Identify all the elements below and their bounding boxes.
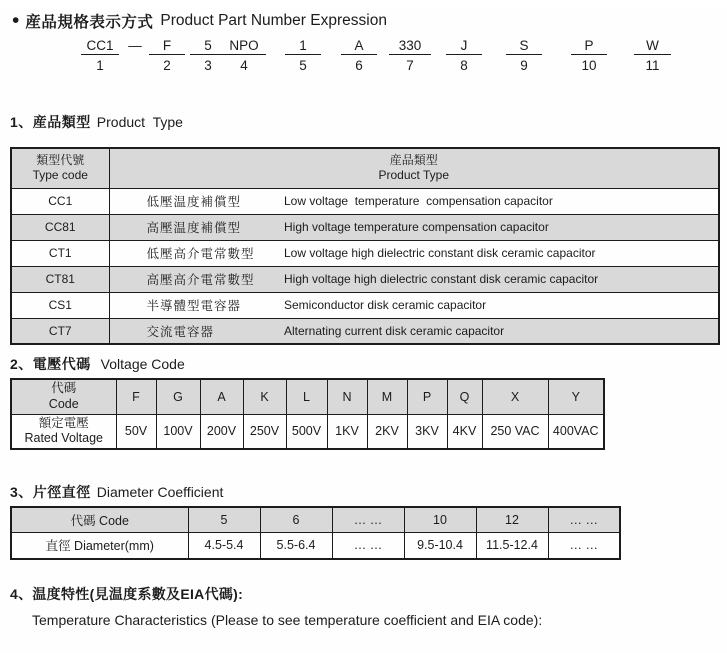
part-number-code: NPO [222,38,266,55]
part-number-code: 1 [285,38,321,55]
document-page [0,10,727,653]
product-type-header-en: Product Type [378,168,449,183]
voltage-code-cell: M [367,379,407,414]
part-number-segment-3 [190,38,226,73]
product-type-table [10,147,720,345]
part-number-index: 8 [460,58,468,73]
part-number-segment-6 [341,38,377,73]
part-number-code: S [506,38,542,55]
section-heading-product-type [10,112,727,132]
part-number-dash: — [128,38,142,53]
product-type-column-header [109,148,719,188]
type-name-zh-cell: 低壓高介電常數型 [109,240,279,266]
rated-voltage-cell: 1KV [327,414,367,449]
diameter-code-cell: 6 [260,507,332,532]
section2-heading-zh: 2、電壓代碼 [10,356,91,372]
diameter-code-cell: … … [548,507,620,532]
diameter-value-cell: 4.5-5.4 [188,532,260,559]
type-name-zh-cell: 高壓温度補償型 [109,214,279,240]
part-number-code: J [446,38,482,55]
part-number-index: 4 [240,58,248,73]
voltage-code-cell: F [116,379,156,414]
rated-voltage-row-label [11,414,116,449]
table-row [11,292,719,318]
diameter-value-row-label: 直徑 Diameter(mm) [11,532,188,559]
type-name-en-cell: Low voltage temperature compensation capacitor [279,188,719,214]
part-number-segment-4 [222,38,266,73]
type-name-zh-cell: 交流電容器 [109,318,279,344]
rated-voltage-cell: 3KV [407,414,447,449]
part-number-segment-1 [81,38,119,73]
type-code-cell: CT7 [11,318,109,344]
voltage-code-cell: L [286,379,327,414]
diameter-value-cell: 5.5-6.4 [260,532,332,559]
rated-voltage-label-en: Rated Voltage [24,431,104,446]
voltage-code-cell: Y [548,379,604,414]
part-number-code: W [634,38,671,55]
part-number-index: 5 [299,58,307,73]
voltage-code-cell: N [327,379,367,414]
diameter-value-row [11,532,620,559]
part-number-index: 6 [355,58,363,73]
part-number-code: 330 [389,38,431,55]
rated-voltage-cell: 4KV [447,414,482,449]
type-name-en-cell: Low voltage high dielectric constant disk ceramic capacitor [279,240,719,266]
voltage-code-row-label [11,379,116,414]
part-number-code: A [341,38,377,55]
section2-heading-en: Voltage Code [96,356,185,372]
section4-heading-en: Temperature Characteristics (Please to see temperature coefficient and EIA code): [32,612,543,628]
table-row [11,266,719,292]
diameter-value-cell: 11.5-12.4 [476,532,548,559]
section-heading-diameter [10,482,727,502]
section-heading-voltage-code [10,354,727,374]
table-header-row [11,148,719,188]
part-number-segment-11 [634,38,671,73]
voltage-code-table [10,378,605,450]
part-number-segment-2 [149,38,185,73]
type-code-header-zh: 類型代號 [36,153,85,168]
part-number-index: 7 [406,58,414,73]
part-number-segment-5 [285,38,321,73]
rated-voltage-cell: 200V [200,414,243,449]
part-number-segment-10 [571,38,607,73]
diameter-value-cell: … … [548,532,620,559]
type-name-en-cell: High voltage temperature compensation capacitor [279,214,719,240]
rated-voltage-cell: 400VAC [548,414,604,449]
voltage-code-cell: Q [447,379,482,414]
bullet-icon: • [12,9,20,32]
part-number-index: 9 [520,58,528,73]
type-code-cell: CT81 [11,266,109,292]
type-name-en-cell: Alternating current disk ceramic capacitor [279,318,719,344]
page-title-zh: 産品規格表示方式 [25,14,154,31]
rated-voltage-cell: 250 VAC [482,414,548,449]
table-row [11,188,719,214]
section4-heading-zh: 4、温度特性(見温度系數及EIA代碼): [10,586,244,602]
rated-voltage-cell: 50V [116,414,156,449]
diameter-code-cell: 10 [404,507,476,532]
diameter-code-row [11,507,620,532]
table-row [11,240,719,266]
voltage-code-cell: X [482,379,548,414]
rated-voltage-cell: 250V [243,414,286,449]
voltage-code-header-row [11,379,604,414]
rated-voltage-cell: 500V [286,414,327,449]
table-row [11,214,719,240]
type-code-header-en: Type code [32,168,88,183]
type-name-zh-cell: 低壓温度補償型 [109,188,279,214]
part-number-index: 10 [581,58,597,73]
product-type-header-zh: 産品類型 [389,153,438,168]
rated-voltage-row [11,414,604,449]
type-code-column-header [11,148,109,188]
part-number-code: P [571,38,607,55]
page-title [12,10,727,32]
type-code-cell: CC1 [11,188,109,214]
diameter-code-cell: 5 [188,507,260,532]
type-code-cell: CC81 [11,214,109,240]
code-label-en: Code [48,396,79,411]
part-number-segment-7 [389,38,431,73]
code-label-zh: 代碼 [51,381,77,396]
section3-heading-en: Diameter Coefficient [96,484,224,500]
part-number-code: 5 [190,38,226,55]
type-name-zh-cell: 半導體型電容器 [109,292,279,318]
diameter-table [10,506,621,560]
page-title-en: Product Part Number Expression [160,12,387,29]
type-code-cell: CS1 [11,292,109,318]
part-number-code: F [149,38,185,55]
section-temperature [10,584,727,628]
voltage-code-cell: G [156,379,200,414]
diameter-value-cell: 9.5-10.4 [404,532,476,559]
part-number-code: CC1 [81,38,119,55]
voltage-code-cell: A [200,379,243,414]
section1-heading-zh: 1、産品類型 [10,114,91,130]
voltage-code-cell: P [407,379,447,414]
part-number-index: 2 [163,58,171,73]
type-code-cell: CT1 [11,240,109,266]
part-number-segment-9 [506,38,542,73]
voltage-code-cell: K [243,379,286,414]
rated-voltage-cell: 100V [156,414,200,449]
part-number-segment-8 [446,38,482,73]
part-number-index: 11 [645,58,660,73]
part-number-row [0,38,727,80]
rated-voltage-label-zh: 額定電壓 [38,415,89,430]
rated-voltage-cell: 2KV [367,414,407,449]
type-name-en-cell: High voltage high dielectric constant disk ceramic capacitor [279,266,719,292]
diameter-value-cell: … … [332,532,404,559]
type-name-zh-cell: 高壓高介電常數型 [109,266,279,292]
section1-heading-en: Product Type [96,114,183,130]
section3-heading-zh: 3、片徑直徑 [10,484,91,500]
part-number-index: 1 [96,58,104,73]
diameter-code-row-label: 代碼 Code [11,507,188,532]
part-number-index: 3 [204,58,212,73]
diameter-code-cell: 12 [476,507,548,532]
table-row [11,318,719,344]
diameter-code-cell: … … [332,507,404,532]
type-name-en-cell: Semiconductor disk ceramic capacitor [279,292,719,318]
